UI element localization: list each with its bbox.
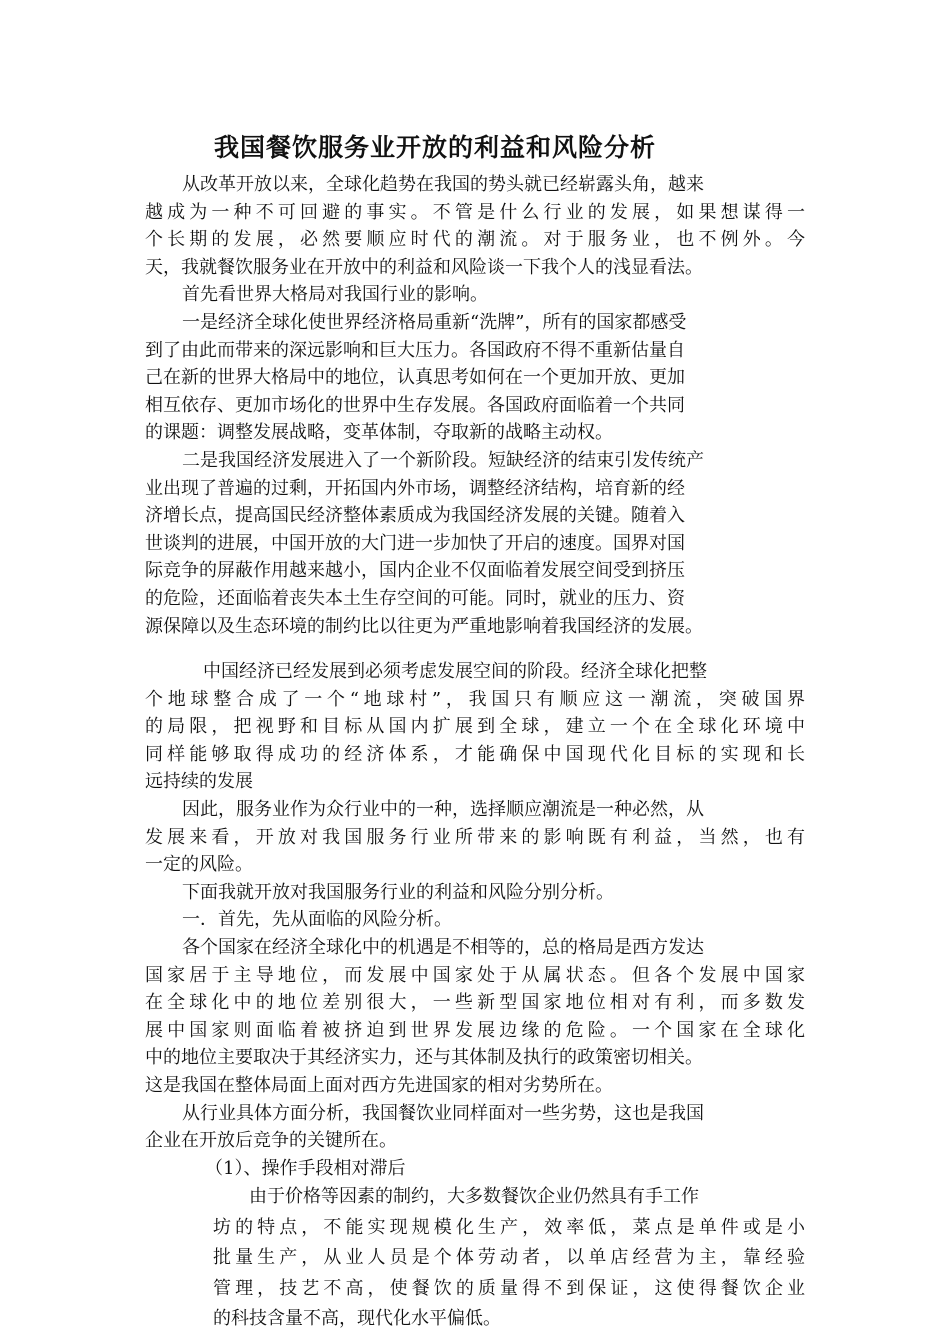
text-line: 国家居于主导地位，而发展中国家处于从属状态。但各个发展中国家 xyxy=(145,964,805,986)
text-line: 一定的风险。 xyxy=(145,854,253,876)
text-line: 的危险，还面临着丧失本土生存空间的可能。同时，就业的压力、资 xyxy=(145,587,685,609)
paragraph-first-look xyxy=(145,281,805,309)
sub-heading-operations xyxy=(145,1155,805,1183)
text-line: 的局限，把视野和目标从国内扩展到全球，建立一个在全球化环境中 xyxy=(145,716,805,738)
text-line: 企业在开放后竞争的关键所在。 xyxy=(145,1130,397,1152)
text-line: 在全球化中的地位差别很大，一些新型国家地位相对有利，而多数发 xyxy=(145,992,805,1014)
text-line: 个长期的发展，必然要顺应时代的潮流。对于服务业，也不例外。今 xyxy=(145,229,805,251)
paragraph-operations xyxy=(145,1182,805,1335)
paragraph-china-stage xyxy=(145,658,805,796)
paragraph-point-one xyxy=(145,309,805,447)
text-line: 越成为一种不可回避的事实。不管是什么行业的发展，如果想谋得一 xyxy=(145,201,805,223)
paragraph-opportunity xyxy=(145,934,805,1100)
text-line: 天，我就餐饮服务业在开放中的利益和风险谈一下我个人的浅显看法。 xyxy=(145,256,703,278)
paragraph-gap xyxy=(145,640,805,658)
text-line: 从行业具体方面分析，我国餐饮业同样面对一些劣势，这也是我国 xyxy=(182,1102,704,1124)
text-line: 世谈判的进展，中国开放的大门进一步加快了开启的速度。国界对国 xyxy=(145,532,685,554)
text-line: 下面我就开放对我国服务行业的利益和风险分别分析。 xyxy=(182,881,614,903)
text-line: 同样能够取得成功的经济体系，才能确保中国现代化目标的实现和长 xyxy=(145,743,805,765)
text-line: 相互依存、更加市场化的世界中生存发展。各国政府面临着一个共同 xyxy=(145,394,685,416)
section-heading-risk xyxy=(145,906,805,934)
text-line: 到了由此而带来的深远影响和巨大压力。各国政府不得不重新估量自 xyxy=(145,339,685,361)
text-line: 的科技含量不高，现代化水平偏低。 xyxy=(213,1308,501,1330)
text-line: 际竞争的屏蔽作用越来越小，国内企业不仅面临着发展空间受到挤压 xyxy=(145,560,685,582)
text-line: 的课题：调整发展战略，变革体制，夺取新的战略主动权。 xyxy=(145,422,613,444)
text-line: 中国经济已经发展到必须考虑发展空间的阶段。经济全球化把整 xyxy=(203,661,707,683)
text-line: 从改革开放以来，全球化趋势在我国的势头就已经崭露头角，越来 xyxy=(182,174,704,195)
paragraph-intro xyxy=(145,171,805,281)
text-line: 展中国家则面临着被挤迫到世界发展边缘的危险。一个国家在全球化 xyxy=(145,1019,805,1041)
text-line: （1）、操作手段相对滞后 xyxy=(205,1157,406,1179)
text-line: 中的地位主要取决于其经济实力，还与其体制及执行的政策密切相关。 xyxy=(145,1047,703,1069)
paragraph-point-two xyxy=(145,447,805,640)
text-line: 远持续的发展 xyxy=(145,771,253,793)
text-line: 二是我国经济发展进入了一个新阶段。短缺经济的结束引发传统产 xyxy=(182,449,704,471)
text-line: 个地球整合成了一个“地球村”，我国只有顺应这一潮流，突破国界 xyxy=(145,688,805,710)
text-line: 坊的特点，不能实现规模化生产，效率低，菜点是单件或是小 xyxy=(213,1216,805,1238)
text-line: 一是经济全球化使世界经济格局重新“洗牌”，所有的国家都感受 xyxy=(182,311,687,333)
text-line: 首先看世界大格局对我国行业的影响。 xyxy=(182,284,488,306)
text-line: 己在新的世界大格局中的地位，认真思考如何在一个更加开放、更加 xyxy=(145,367,685,389)
paragraph-industry xyxy=(145,1100,805,1155)
text-line: 这是我国在整体局面上面对西方先进国家的相对劣势所在。 xyxy=(145,1075,613,1096)
text-line: 批量生产，从业人员是个体劳动者，以单店经营为主，靠经验 xyxy=(213,1247,805,1269)
document-body xyxy=(145,171,805,1335)
text-line: 因此，服务业作为众行业中的一种，选择顺应潮流是一种必然，从 xyxy=(182,799,704,821)
text-line: 一．首先，先从面临的风险分析。 xyxy=(182,909,452,931)
paragraph-below xyxy=(145,879,805,907)
text-line: 发展来看，开放对我国服务行业所带来的影响既有利益，当然，也有 xyxy=(145,826,805,848)
paragraph-therefore xyxy=(145,796,805,879)
document-title: 我国餐饮服务业开放的利益和风险分析 xyxy=(213,133,656,162)
text-line: 业出现了普遍的过剩，开拓国内外市场，调整经济结构，培育新的经 xyxy=(145,477,685,499)
text-line: 源保障以及生态环境的制约比以往更为严重地影响着我国经济的发展。 xyxy=(145,615,703,637)
text-line: 济增长点，提高国民经济整体素质成为我国经济发展的关键。随着入 xyxy=(145,505,685,527)
text-line: 由于价格等因素的制约，大多数餐饮企业仍然具有手工作 xyxy=(249,1186,699,1208)
text-line: 管理，技艺不高，使餐饮的质量得不到保证，这使得餐饮企业 xyxy=(213,1277,805,1299)
text-line: 各个国家在经济全球化中的机遇是不相等的，总的格局是西方发达 xyxy=(182,937,704,959)
